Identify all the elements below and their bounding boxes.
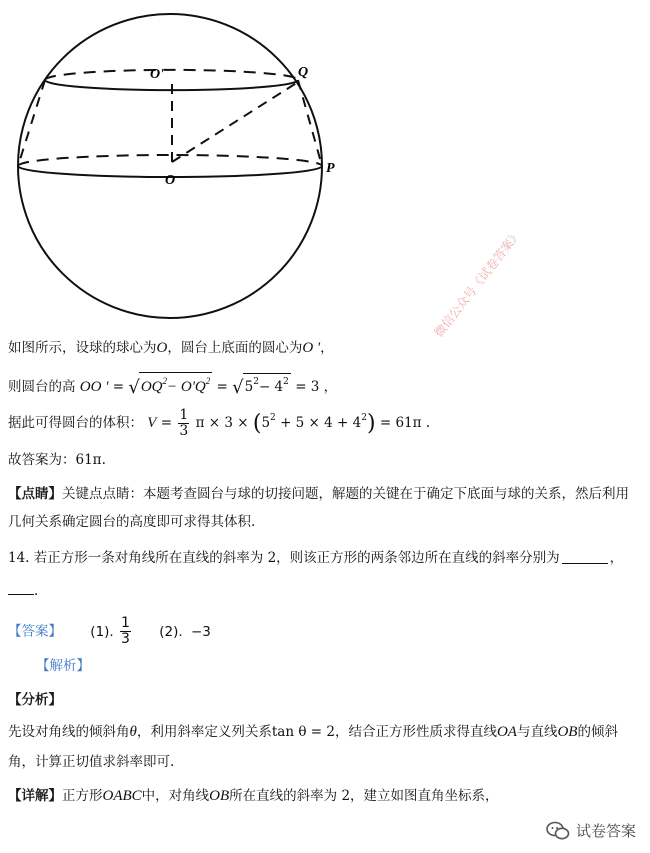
- brand-badge: [546, 820, 636, 841]
- solution-line-1: 如图所示，设球的球心为O，圆台上底面的圆心为O '，: [8, 340, 334, 356]
- wechat-icon: [546, 821, 570, 841]
- answer-blank-2[interactable]: [8, 580, 34, 595]
- question-14: 14. 若正方形一条对角线所在直线的斜率为 2，则该正方形的两条邻边所在直线的斜率分别为 ，: [8, 550, 624, 566]
- frustum-side-left: [18, 80, 45, 166]
- sqrt-expression-2: $5^2- 4^2$: [243, 373, 291, 395]
- label-o-prime: O': [150, 67, 164, 82]
- watermark: 微信公众号《试卷答案》: [431, 227, 524, 340]
- dianjing-line: 【点睛】关键点点睛：本题考查圆台与球的切接问题，解题的关键在于确定下底面与球的关系，然后利用: [8, 486, 629, 502]
- analysis-line-1: 先设对角线的倾斜角θ，利用斜率定义列关系tan θ = 2，结合正方形性质求得直线OA与直线OB的倾斜: [8, 724, 618, 740]
- segment-oq: [172, 82, 298, 162]
- upper-base-back: [45, 70, 298, 80]
- sphere-frustum-figure: [0, 0, 650, 320]
- answer-line: 【答案】 (1). $\frac{1}{3}$ (2). −3: [8, 615, 211, 647]
- jiexi-heading: 【解析】: [36, 658, 90, 674]
- label-q: Q: [298, 65, 309, 80]
- detail-line: 【详解】正方形OABC中，对角线OB所在直线的斜率为 2，建立如图直角坐标系，: [8, 788, 499, 804]
- sphere-outline: [18, 14, 322, 318]
- analysis-line-2: 角，计算正切值求斜率即可.: [8, 754, 175, 770]
- frustum-side-right: [298, 80, 322, 166]
- sqrt-expression-1: $OQ^2- O'Q^2$: [139, 372, 212, 395]
- solution-line-2: 则圆台的高 OO ' = $√OQ^2- O'Q^2 = √5^2- 4^2 = 3$ ，: [8, 372, 337, 398]
- label-p: P: [326, 161, 335, 176]
- dianjing-line-2: 几何关系确定圆台的高度即可求得其体积.: [8, 514, 256, 530]
- label-o: O: [165, 173, 176, 188]
- lower-base-back: [18, 155, 322, 166]
- brand-text: 试卷答案: [575, 822, 636, 840]
- solution-line-3: 据此可得圆台的体积： V = $\frac{1}{3}$ $\pi \times 3 \times (5^2 + 5 \times 4 + 4^2) = 61\pi$ .: [8, 407, 431, 439]
- question-14-cont: .: [8, 580, 38, 601]
- answer-blank-1[interactable]: [562, 549, 608, 564]
- fraction-one-third: $\frac{1}{3}$: [179, 407, 189, 439]
- fenxi-heading: 【分析】: [8, 692, 62, 708]
- solution-line-4: 故答案为：61π.: [8, 452, 106, 468]
- answer-fraction: $\frac{1}{3}$: [121, 615, 130, 647]
